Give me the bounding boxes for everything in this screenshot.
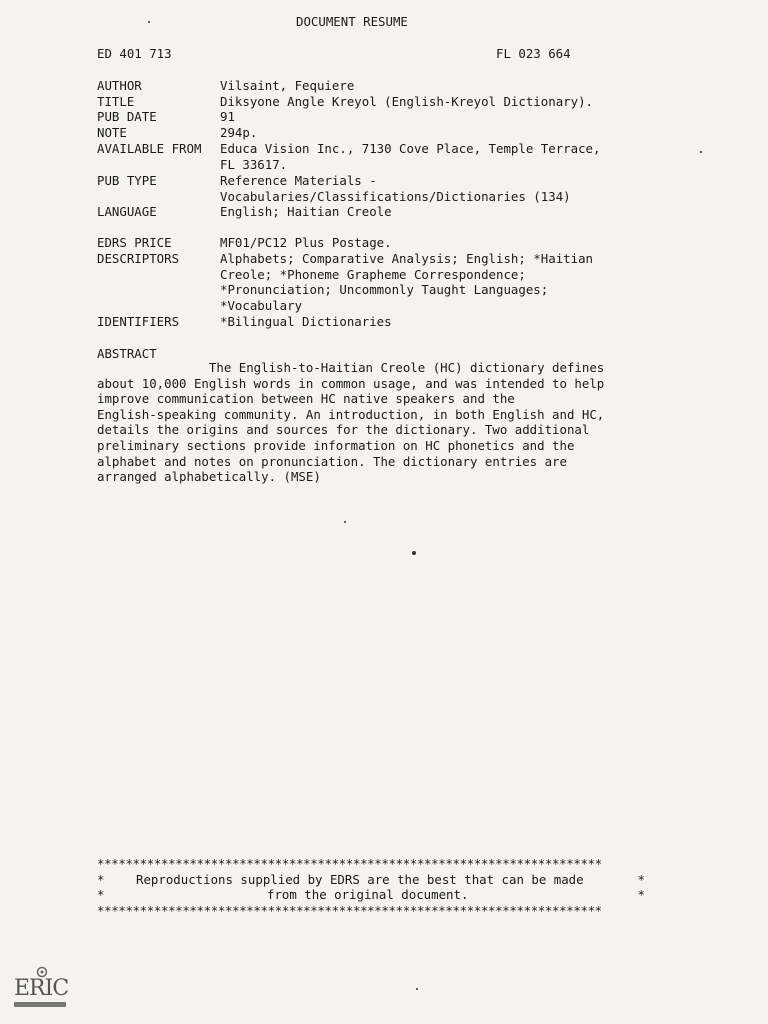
meta-value: 91 (220, 109, 235, 124)
meta-value: Educa Vision Inc., 7130 Cove Place, Temple Terrace, (220, 141, 601, 156)
abstract-line: preliminary sections provide information on HC phonetics and the (97, 437, 575, 453)
abstract-line: about 10,000 English words in common usage, and was intended to help (97, 375, 605, 391)
meta-label: LANGUAGE (97, 204, 157, 219)
eric-logo-bar (14, 1002, 66, 1007)
meta-value: Vilsaint, Fequiere (220, 78, 355, 93)
meta-label: AVAILABLE FROM (97, 141, 202, 156)
meta-label: IDENTIFIERS (97, 314, 180, 329)
document-title: DOCUMENT RESUME (296, 14, 408, 29)
abstract-line: arranged alphabetically. (MSE) (97, 469, 321, 485)
meta-value: Diksyone Angle Kreyol (English-Kreyol Dictionary). (220, 94, 593, 109)
abstract-heading: ABSTRACT (97, 346, 157, 361)
meta-value: Reference Materials - (220, 173, 377, 188)
eric-logo-text: ERIC (14, 976, 69, 1001)
meta-value: Vocabularies/Classifications/Dictionaries (134) (220, 188, 571, 204)
fl-number: FL 023 664 (496, 46, 571, 61)
meta-label: EDRS PRICE (97, 235, 172, 250)
star-mark: * (97, 887, 105, 903)
meta-value: *Bilingual Dictionaries (220, 314, 392, 329)
reproduction-notice (97, 856, 645, 918)
meta-value: 294p. (220, 125, 258, 140)
meta-value: *Pronunciation; Uncommonly Taught Languages; (220, 282, 549, 298)
abstract-line: details the origins and sources for the dictionary. Two additional (97, 422, 590, 438)
meta-value: *Vocabulary (220, 297, 303, 313)
meta-label: DESCRIPTORS (97, 251, 180, 266)
notice-row (97, 887, 645, 903)
star-border-bottom: *********************************************************************** (97, 902, 602, 918)
meta-label: PUB TYPE (97, 173, 157, 188)
scan-speck (148, 21, 150, 23)
star-mark: * (97, 871, 105, 887)
meta-label: PUB DATE (97, 109, 157, 124)
notice-line-2: from the original document. (267, 887, 469, 903)
abstract-line: English-speaking community. An introduction, in both English and HC, (97, 406, 605, 422)
meta-value: MF01/PC12 Plus Postage. (220, 235, 392, 250)
scan-speck (416, 988, 418, 990)
scan-speck (700, 151, 702, 153)
star-mark: * (637, 871, 645, 887)
eric-logo (14, 966, 68, 1012)
meta-label: NOTE (97, 125, 127, 140)
scan-speck (344, 521, 346, 523)
notice-row (97, 872, 645, 888)
star-mark: * (637, 887, 645, 903)
meta-value: Alphabets; Comparative Analysis; English; *Haitian (220, 251, 593, 266)
abstract-line: The English-to-Haitian Creole (HC) dictionary defines (97, 360, 605, 375)
meta-value: Creole; *Phoneme Grapheme Correspondence; (220, 266, 526, 282)
notice-line-1: Reproductions supplied by EDRS are the best that can be made (136, 871, 584, 887)
abstract-line: alphabet and notes on pronunciation. The dictionary entries are (97, 453, 567, 469)
meta-value: FL 33617. (220, 156, 288, 172)
scan-speck (412, 551, 416, 555)
ed-number: ED 401 713 (97, 46, 172, 61)
abstract-body (97, 360, 657, 485)
meta-value: English; Haitian Creole (220, 204, 392, 219)
meta-label: AUTHOR (97, 78, 142, 93)
abstract-line: improve communication between HC native speakers and the (97, 391, 515, 407)
meta-label: TITLE (97, 94, 135, 109)
star-border-top: *********************************************************************** (97, 856, 602, 871)
